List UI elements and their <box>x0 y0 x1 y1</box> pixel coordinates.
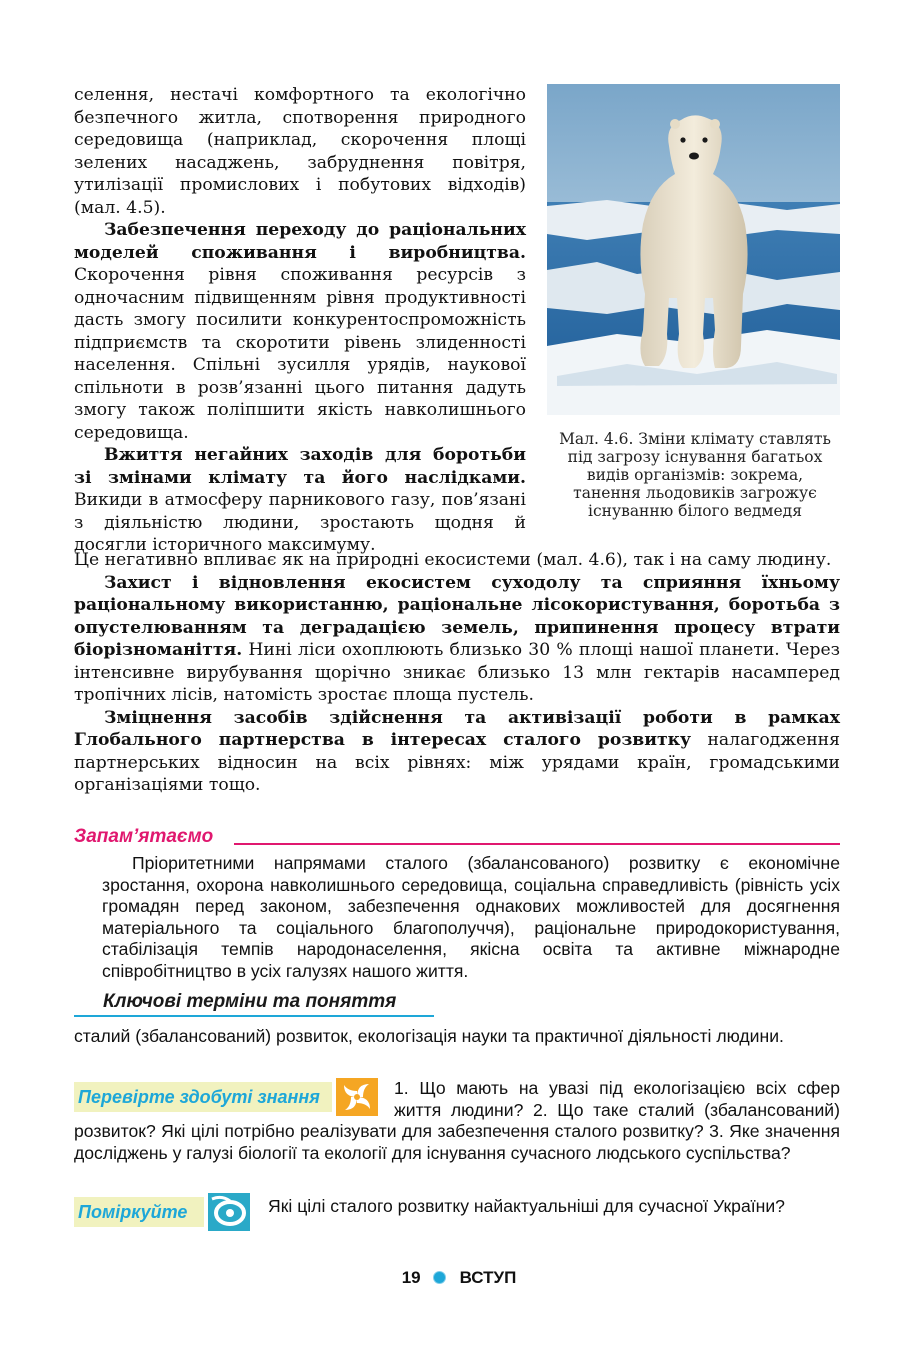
check-questions-text: 1. Що мають на увазі під екологізацією всіх сфер життя людини? 2. Що таке сталий (збалансований) розвиток? Які цілі потрібно реалізувати для забезпечення сталого розвитку? 3. Яке значення досліджень у галузі біології та екології для існування сучасного людського суспільства? <box>74 1078 840 1163</box>
paragraph-consumption <box>74 219 526 444</box>
check-knowledge-label: Перевірте здобуті знання <box>74 1082 332 1112</box>
paragraph-continuation: селення, нестачі комфортного та екологічно безпечного житла, спотворення природного середовища (наприклад, скорочення площі зелених насаджень, забруднення повітря, утилізації промислових і побутових відходів) (мал. 4.5). <box>74 85 526 218</box>
spiral-icon <box>336 1078 378 1116</box>
page-footer <box>0 1268 918 1288</box>
key-terms-heading: Ключові терміни та поняття <box>103 991 397 1012</box>
paragraph-heading: Вжиття негайних заходів для боротьби зі змінами клімату та його наслідками. <box>74 445 526 488</box>
paragraph-ecosystems <box>74 572 840 707</box>
paragraph-climate-continuation: Це негативно впливає як на природні екосистеми (мал. 4.6), так і на саму людину. <box>74 550 832 570</box>
remember-text <box>102 853 840 982</box>
page-number: 19 <box>401 1268 421 1287</box>
key-terms-text: сталий (збалансований) розвиток, екологізація науки та практичної діяльності людини. <box>74 1026 784 1046</box>
paragraph-body: Скорочення рівня споживання ресурсів з одночасним підвищенням рівня продуктивності дасть змогу посилити конкурентоспроможність підприємств та скоротити рівень злиденності населення. Спільні зусилля урядів, наукової спільноти в розв’язанні цього питання дадуть змогу також поліпшити якість навколишнього середовища. <box>74 265 526 443</box>
think-label: Поміркуйте <box>74 1197 204 1227</box>
paragraph-body: Нині ліси охоплюють близько 30 % площі нашої планети. Через інтенсивне вирубування щорічно зникає близько 13 млн гектарів насамперед тропічних лісів, натомість зростає площа пустель. <box>74 640 840 705</box>
main-text-full <box>74 549 840 797</box>
think-question: Які цілі сталого розвитку найактуальніші для сучасної України? <box>268 1196 785 1216</box>
remember-paragraph: Пріоритетними напрямами сталого (збалансованого) розвитку є економічне зростання, охорона навколишнього середовища, соціальна справедливість (рівність усіх громадян перед законом, забезпечення однакових можливостей для досягнення матеріального та соціального благополуччя), раціональне природокористування, стабілізація темпів народонаселення, якісна освіта та активне міжнародне співробітництво в усіх галузях нашого життя. <box>102 853 840 981</box>
paragraph-partnership <box>74 707 840 797</box>
paragraph-climate <box>74 444 526 557</box>
paragraph-heading: Зміцнення засобів здійснення та активізації роботи в рамках Глобального партнерства в інтересах сталого розвитку <box>74 707 840 750</box>
think-icon <box>208 1193 250 1231</box>
polar-bear-photo <box>547 84 840 415</box>
remember-divider <box>234 843 840 845</box>
paragraph-body: Викиди в атмосферу парникового газу, пов’язані з діяльністю людини, зростають щодня й досягли історичного максимуму. <box>74 490 526 555</box>
key-terms-underline <box>74 1015 434 1017</box>
main-text-column <box>74 84 526 557</box>
figure-caption: Мал. 4.6. Зміни клімату ставлять під загрозу існування багатьох видів організмів: зокрема, танення льодовиків загрожує існуванню білого ведмедя <box>559 430 831 520</box>
paragraph-body: налагодження партнерських відносин на всіх рівнях: між урядами країн, громадськими організаціями тощо. <box>74 730 840 795</box>
paragraph-heading: Забезпечення переходу до раціональних моделей споживання і виробництва. <box>74 220 526 263</box>
remember-heading: Запам’ятаємо <box>74 826 214 847</box>
section-name: ВСТУП <box>459 1268 517 1287</box>
paragraph-heading: Захист і відновлення екосистем суходолу та сприяння їхньому раціональному використанню, раціональне лісокористування, боротьба з опустелюванням та деградацією земель, припинення процесу втрати біорізноманіття. <box>74 572 840 660</box>
footer-dot-icon <box>433 1271 446 1284</box>
